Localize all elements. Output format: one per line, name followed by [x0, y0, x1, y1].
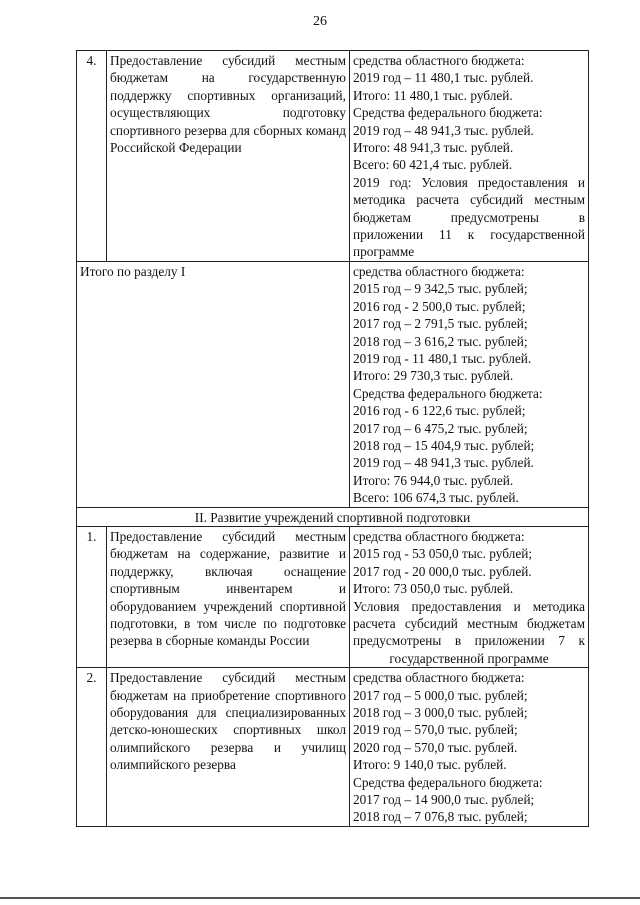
funding-cell	[350, 526, 589, 667]
funding-line: средства областного бюджета:	[353, 528, 525, 544]
funding-line: 2018 год – 3 000,0 тыс. рублей;	[353, 705, 528, 721]
section-title: II. Развитие учреждений спортивной подготовки	[77, 507, 589, 526]
funding-line: 2017 год – 5 000,0 тыс. рублей;	[353, 687, 528, 703]
funding-line: 2019 год – 48 941,3 тыс. рублей.	[353, 455, 534, 471]
funding-line: Итого: 29 730,3 тыс. рублей.	[353, 368, 514, 384]
funding-line: 2015 год – 9 342,5 тыс. рублей;	[353, 281, 528, 297]
activity-description: Предоставление субсидий местным бюджетам на государственную поддержку спортивных организаций, осуществляющих подготовку спортивного резерва для сборных команд Российской Федерации	[107, 51, 350, 262]
funding-line: 2018 год – 3 616,2 тыс. рублей;	[353, 333, 528, 349]
funding-line: Всего: 106 674,3 тыс. рублей.	[353, 490, 519, 506]
funding-line: Средства федерального бюджета:	[353, 774, 543, 790]
funding-line: Итого: 73 050,0 тыс. рублей.	[353, 581, 514, 597]
funding-line: Итого: 9 140,0 тыс. рублей.	[353, 757, 507, 773]
funding-line: 2019 год – 48 941,3 тыс. рублей.	[353, 122, 534, 138]
funding-line: средства областного бюджета:	[353, 53, 525, 68]
section-header-row	[77, 507, 589, 526]
total-label: Итого по разделу I	[77, 261, 350, 507]
table-row	[77, 526, 589, 667]
program-activities-table	[76, 50, 589, 827]
funding-line: Итого: 48 941,3 тыс. рублей.	[353, 140, 514, 156]
funding-line: 2017 год – 6 475,2 тыс. рублей;	[353, 420, 528, 436]
funding-cell	[350, 668, 589, 827]
row-number: 2.	[77, 668, 107, 827]
funding-line: Средства федерального бюджета:	[353, 385, 543, 401]
bottom-divider	[0, 897, 640, 899]
funding-line: 2019 год - 11 480,1 тыс. рублей.	[353, 350, 532, 366]
funding-line: 2019 год – 570,0 тыс. рублей;	[353, 722, 518, 738]
funding-line: Средства федерального бюджета:	[353, 105, 543, 121]
funding-line: средства областного бюджета:	[353, 263, 525, 279]
funding-line: 2016 год - 2 500,0 тыс. рублей;	[353, 298, 526, 314]
funding-note: Условия предоставления и методика расчета субсидий местным бюджетам предусмотрены в приложении 7 к государственной программе	[353, 598, 585, 666]
table-row	[77, 51, 589, 262]
funding-line: 2020 год – 570,0 тыс. рублей.	[353, 739, 518, 755]
funding-note: 2019 год: Условия предоставления и методика расчета субсидий местным бюджетам предусмотрены в приложении 11 к государственной программе	[353, 174, 585, 260]
row-number: 1.	[77, 526, 107, 667]
activity-description: Предоставление субсидий местным бюджетам на содержание, развитие и поддержку, включая оснащение спортивным инвентарем и оборудованием учреждений спортивной подготовки, в том числе по подготовке резерва в сборные команды России	[107, 526, 350, 667]
table-row	[77, 668, 589, 827]
funding-line: 2017 год – 2 791,5 тыс. рублей;	[353, 316, 528, 332]
funding-cell	[350, 261, 589, 507]
funding-line: 2017 год – 14 900,0 тыс. рублей;	[353, 792, 535, 808]
funding-line: 2019 год – 11 480,1 тыс. рублей.	[353, 70, 534, 86]
funding-line: 2018 год – 15 404,9 тыс. рублей;	[353, 437, 535, 453]
section-total-row	[77, 261, 589, 507]
page-number: 26	[313, 14, 327, 29]
funding-line: 2017 год - 20 000,0 тыс. рублей.	[353, 563, 532, 579]
funding-line: 2018 год – 7 076,8 тыс. рублей;	[353, 809, 528, 825]
funding-line: средства областного бюджета:	[353, 670, 525, 686]
funding-cell	[350, 51, 589, 262]
funding-line: Всего: 60 421,4 тыс. рублей.	[353, 157, 513, 173]
funding-line: 2015 год - 53 050,0 тыс. рублей;	[353, 546, 533, 562]
activity-description: Предоставление субсидий местным бюджетам на приобретение спортивного оборудования для специализированных детско-юношеских спортивных школ олимпийского резерва и училищ олимпийского резерва	[107, 668, 350, 827]
funding-line: 2016 год - 6 122,6 тыс. рублей;	[353, 403, 526, 419]
funding-line: Итого: 76 944,0 тыс. рублей.	[353, 472, 514, 488]
funding-line: Итого: 11 480,1 тыс. рублей.	[353, 87, 513, 103]
row-number: 4.	[77, 51, 107, 262]
